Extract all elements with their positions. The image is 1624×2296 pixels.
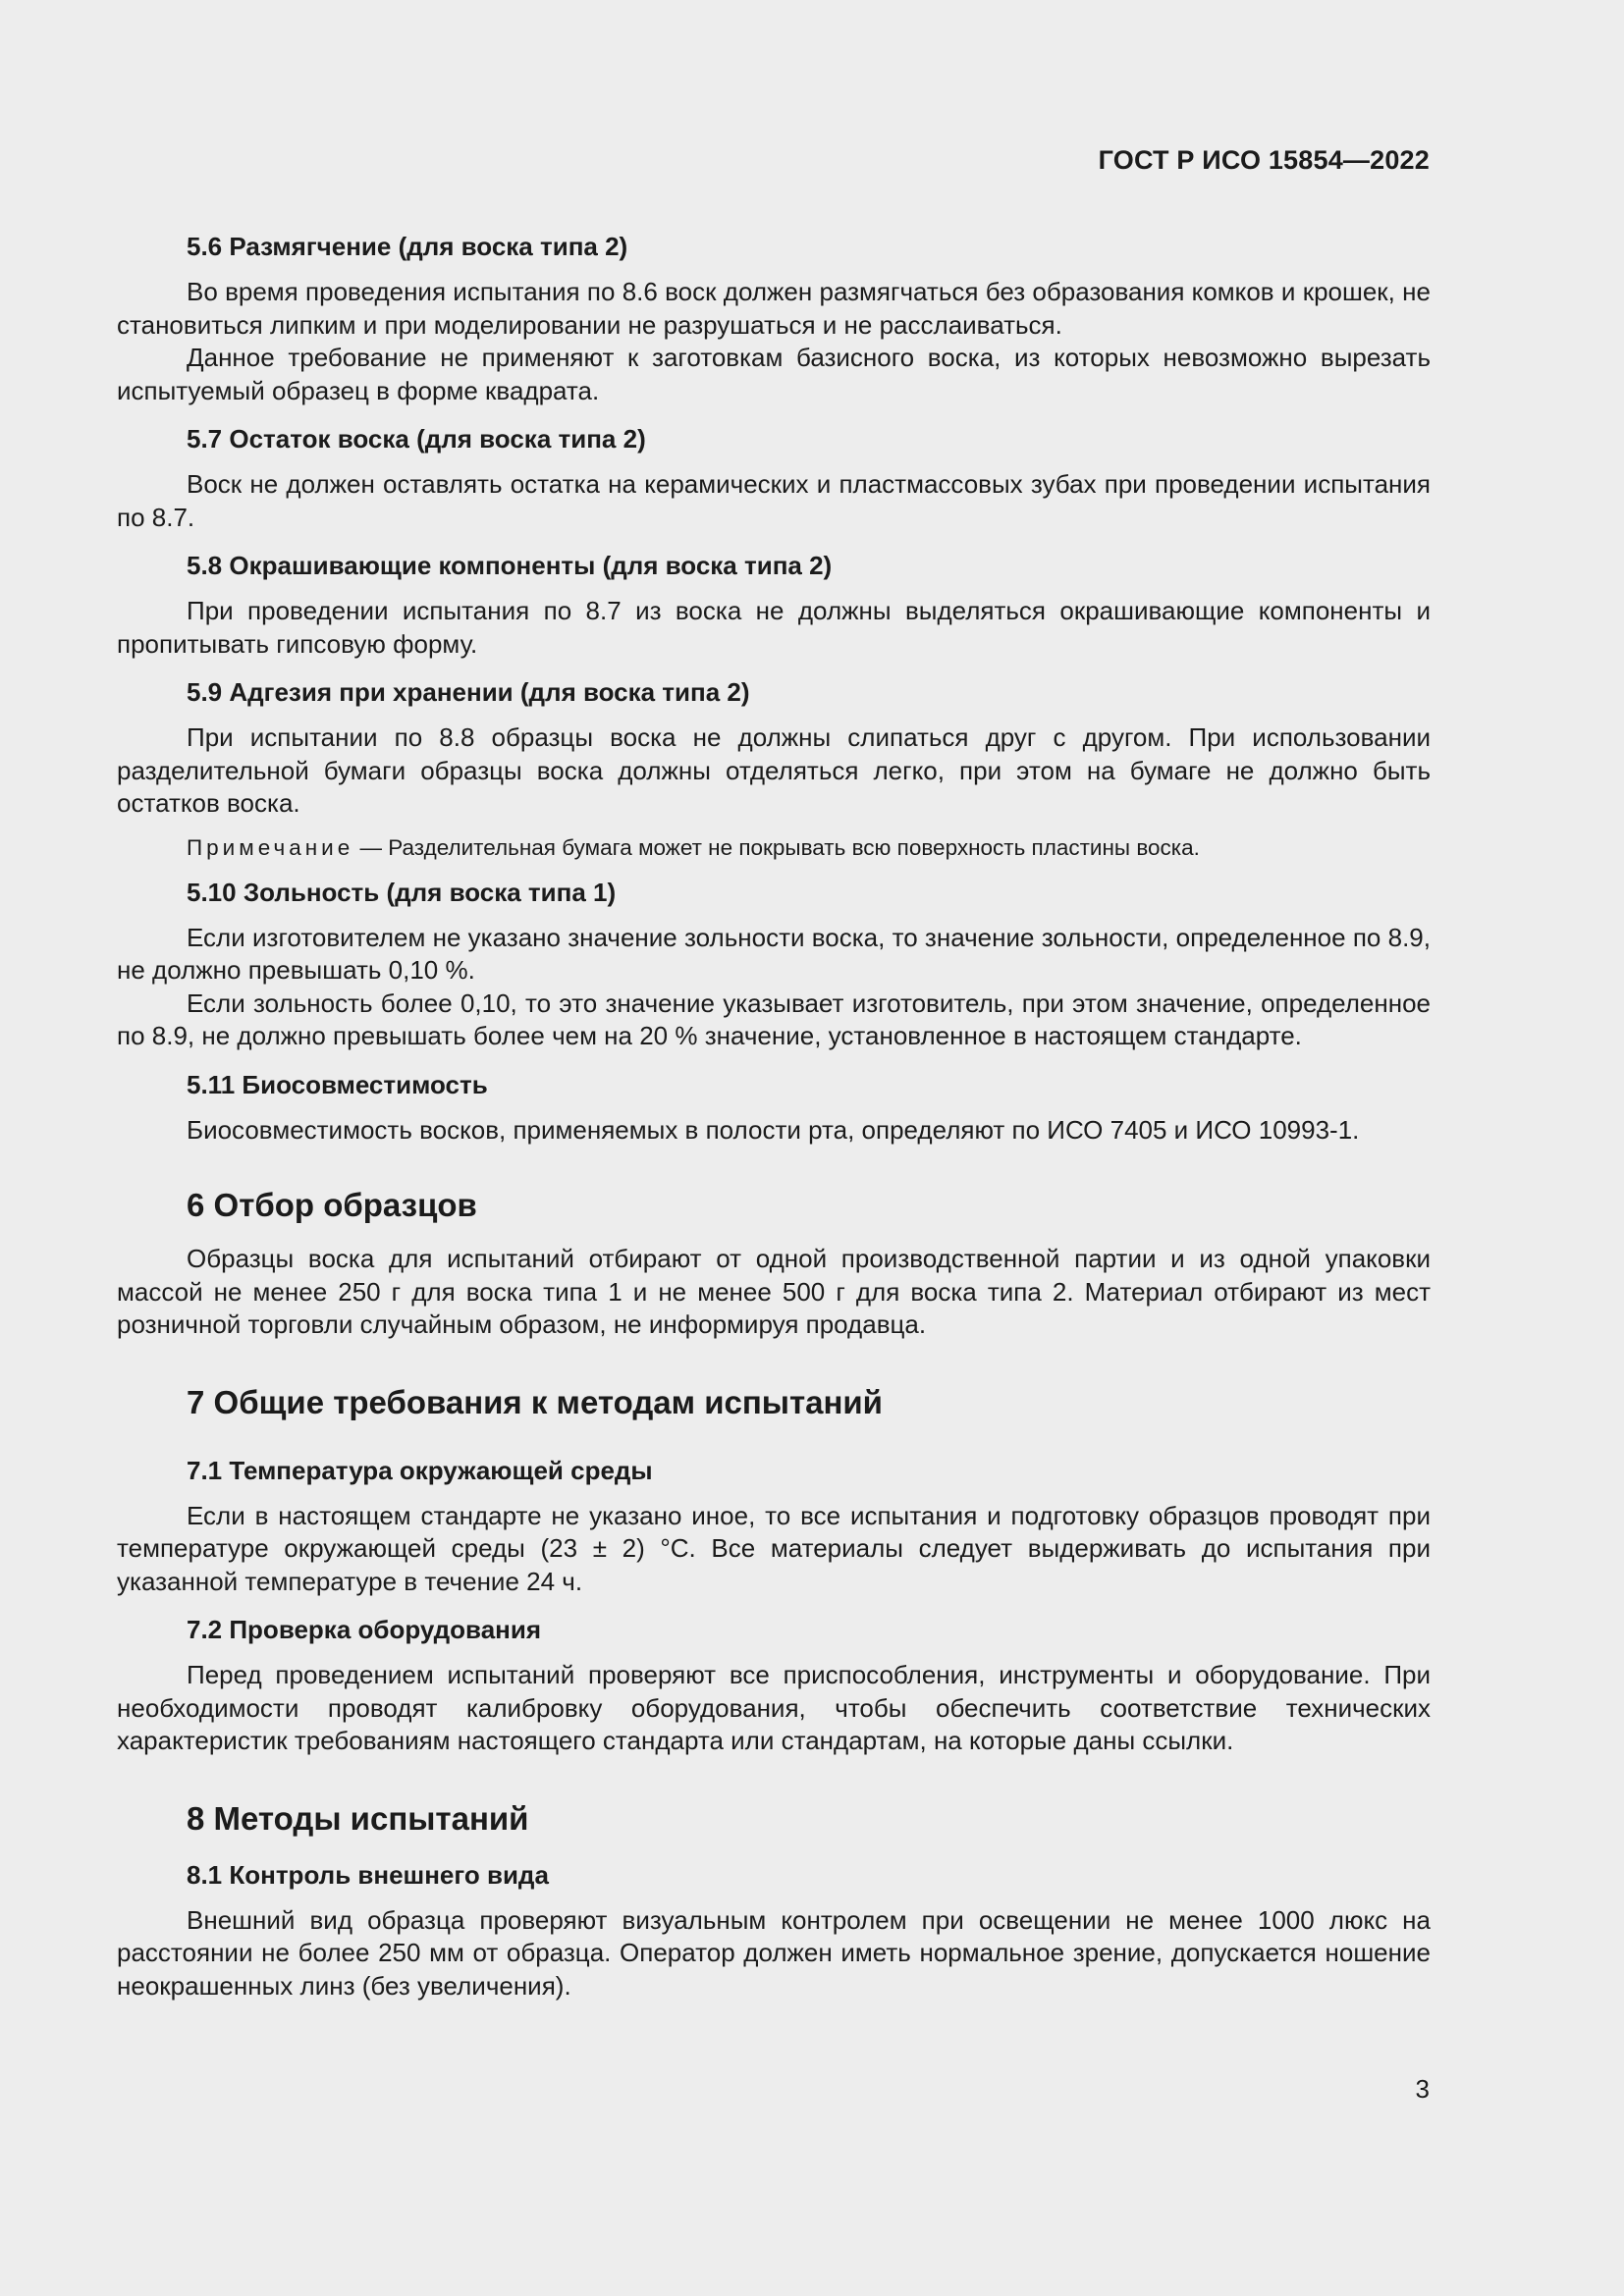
paragraph-5-10-2: Если зольность более 0,10, то это значение указывает изготовитель, при этом значение, определенное по 8.9, не должно превышать более чем на 20 % значение, установленное в настоящем стандарте. <box>117 988 1431 1050</box>
note-text: — Разделительная бумага может не покрывать всю поверхность пластины воска. <box>353 834 1200 860</box>
paragraph-6-1: Образцы воска для испытаний отбирают от одной производственной партии и из одной упаковки массой не менее 250 г для воска типа 1 и не менее 500 г для воска типа 2. Материал отбирают из мест розничной торговли случайным образом, не информируя продавца. <box>117 1244 1431 1339</box>
heading-5-8: 5.8 Окрашивающие компоненты (для воска типа 2) <box>187 551 833 580</box>
heading-8-1: 8.1 Контроль внешнего вида <box>187 1859 549 1890</box>
note-5-9 <box>117 833 1431 863</box>
paragraph-5-9-1: При испытании по 8.8 образцы воска не должны слипаться друг с другом. При использовании разделительной бумаги образцы воска должны отделяться легко, при этом на бумаге не должно быть остатков воска. <box>117 722 1431 818</box>
note-label: Примечание <box>187 834 354 860</box>
document-code-header: ГОСТ Р ИСО 15854—2022 <box>1098 145 1430 175</box>
page-number: 3 <box>1415 2074 1430 2104</box>
paragraph-5-7-1: Воск не должен оставлять остатка на керамических и пластмассовых зубах при проведении испытания по 8.7. <box>117 469 1431 532</box>
heading-5-7: 5.7 Остаток воска (для воска типа 2) <box>187 424 646 454</box>
heading-section-7: 7 Общие требования к методам испытаний <box>187 1383 883 1420</box>
heading-section-8: 8 Методы испытаний <box>187 1799 529 1837</box>
page-content <box>117 218 1431 2002</box>
paragraph-5-10-1: Если изготовителем не указано значение зольности воска, то значение зольности, определенное по 8.9, не должно превышать 0,10 %. <box>117 922 1431 985</box>
paragraph-5-8-1: При проведении испытания по 8.7 из воска не должны выделяться окрашивающие компоненты и пропитывать гипсовую форму. <box>117 596 1431 659</box>
heading-7-2: 7.2 Проверка оборудования <box>187 1615 542 1644</box>
heading-5-10: 5.10 Зольность (для воска типа 1) <box>187 877 617 907</box>
paragraph-5-6-2: Данное требование не применяют к заготовкам базисного воска, из которых невозможно вырезать испытуемый образец в форме квадрата. <box>117 343 1431 405</box>
heading-5-6: 5.6 Размягчение (для воска типа 2) <box>187 232 628 261</box>
paragraph-7-2-1: Перед проведением испытаний проверяют все приспособления, инструменты и оборудование. При необходимости проводят калибровку оборудования, чтобы обеспечить соответствие технических характеристик требованиям настоящего стандарта или стандартам, на которые даны ссылки. <box>117 1660 1431 1755</box>
heading-section-6: 6 Отбор образцов <box>187 1187 477 1223</box>
paragraph-8-1-1: Внешний вид образца проверяют визуальным контролем при освещении не менее 1000 люкс на расстоянии не более 250 мм от образца. Оператор должен иметь нормальное зрение, допускается ношение неокрашенных линз (без увеличения). <box>117 1904 1431 2001</box>
heading-7-1: 7.1 Температура окружающей среды <box>187 1455 653 1485</box>
paragraph-5-6-1: Во время проведения испытания по 8.6 воск должен размягчаться без образования комков и крошек, не становиться липким и при моделировании не разрушаться и не расслаиваться. <box>117 277 1431 340</box>
heading-5-9: 5.9 Адгезия при хранении (для воска типа 2) <box>187 677 750 707</box>
paragraph-5-11-1: Биосовместимость восков, применяемых в полости рта, определяют по ИСО 7405 и ИСО 10993-1. <box>187 1114 1360 1145</box>
paragraph-7-1-1: Если в настоящем стандарте не указано иное, то все испытания и подготовку образцов проводят при температуре окружающей среды (23 ± 2) °С. Все материалы следует выдерживать до испытания при указанной температуре в течение 24 ч. <box>117 1500 1431 1596</box>
heading-5-11: 5.11 Биосовместимость <box>187 1069 488 1099</box>
